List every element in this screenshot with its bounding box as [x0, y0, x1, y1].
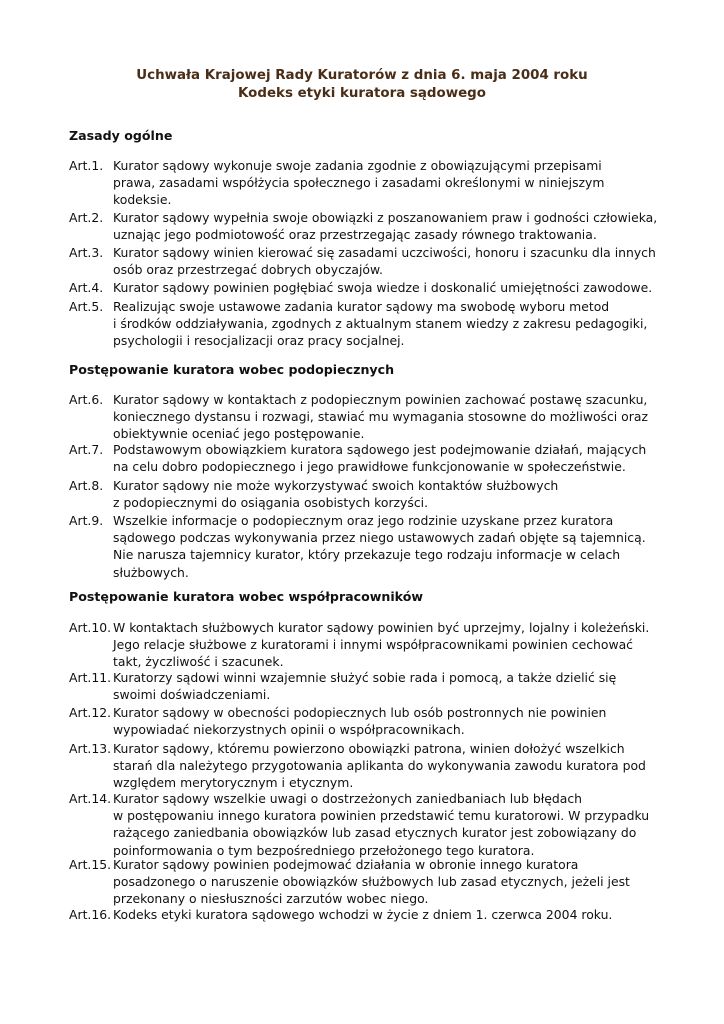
article-number: Art.14.	[69, 791, 112, 806]
article-line: Kodeks etyki kuratora sądowego wchodzi w życie z dniem 1. czerwca 2004 roku.	[113, 907, 613, 922]
article-line: psychologii i resocjalizacji oraz pracy socjalnej.	[113, 333, 405, 349]
article-line: kodeksie.	[113, 192, 172, 208]
article-line: Kurator sądowy winien kierować się zasadami uczciwości, honoru i szacunku dla innych	[113, 245, 656, 260]
article-line: przekonany o niesłuszności zarzutów wobec niego.	[113, 891, 429, 907]
article-number: Art.15.	[69, 857, 112, 872]
article-12	[69, 704, 669, 738]
article-number: Art.10.	[69, 620, 112, 635]
article-2	[69, 209, 669, 243]
article-number: Art.13.	[69, 741, 112, 756]
article-line: Kuratorzy sądowi winni wzajemnie służyć sobie rada i pomocą, a także dzielić się	[113, 670, 617, 685]
article-number: Art.8.	[69, 478, 104, 493]
article-line: sądowego podczas wykonywania przez niego ustawowych zadań objęte są tajemnicą.	[113, 530, 646, 546]
article-line: obiektywnie oceniać jego postępowanie.	[113, 426, 365, 442]
article-number: Art.5.	[69, 299, 104, 314]
article-line: w postępowaniu innego kuratora powinien przedstawić temu kuratorowi. W przypadku	[113, 808, 650, 824]
article-line: takt, życzliwość i szacunek.	[113, 654, 284, 670]
article-10	[69, 619, 669, 671]
article-line: i środków oddziaływania, zgodnych z aktualnym stanem wiedzy z zakresu pedagogiki,	[113, 316, 648, 332]
article-16	[69, 906, 669, 923]
article-14	[69, 790, 669, 859]
article-number: Art.4.	[69, 280, 104, 295]
article-line: starań dla należytego przygotowania aplikanta do wykonywania zawodu kuratora pod	[113, 758, 646, 774]
article-9	[69, 512, 669, 581]
article-line: uznając jego podmiotowość oraz przestrzegając zasady równego traktowania.	[113, 227, 597, 243]
article-line: na celu dobro podopiecznego i jego prawidłowe funkcjonowanie w społeczeństwie.	[113, 459, 626, 475]
article-line: służbowych.	[113, 564, 189, 580]
article-number: Art.7.	[69, 442, 104, 457]
article-number: Art.11.	[69, 670, 112, 685]
section-heading-coworkers: Postępowanie kuratora wobec współpracowników	[69, 589, 424, 604]
article-line: Realizując swoje ustawowe zadania kurator sądowy ma swobodę wyboru metod	[113, 299, 610, 314]
article-number: Art.2.	[69, 210, 104, 225]
article-line: Kurator sądowy w obecności podopiecznych lub osób postronnych nie powinien	[113, 705, 607, 720]
article-line: względem merytorycznym i etycznym.	[113, 775, 354, 791]
article-line: poinformowania o tym bezpośredniego przełożonego tego kuratora.	[113, 842, 535, 858]
article-line: Kurator sądowy wykonuje swoje zadania zgodnie z obowiązującymi przepisami	[113, 158, 602, 173]
article-4	[69, 279, 669, 296]
article-7	[69, 441, 669, 475]
article-number: Art.9.	[69, 513, 104, 528]
article-line: Kurator sądowy w kontaktach z podopiecznym powinien zachować postawę szacunku,	[113, 392, 648, 407]
article-line: posadzonego o naruszenie obowiązków służbowych lub zasad etycznych, jeżeli jest	[113, 874, 630, 890]
article-line: Nie narusza tajemnicy kurator, który przekazuje tego rodzaju informacje w celach	[113, 547, 621, 563]
article-line: W kontaktach służbowych kurator sądowy powinien być uprzejmy, lojalny i koleżeński.	[113, 620, 650, 635]
article-number: Art.1.	[69, 158, 104, 173]
article-8	[69, 477, 669, 511]
article-15	[69, 856, 669, 908]
article-number: Art.12.	[69, 705, 112, 720]
article-number: Art.3.	[69, 245, 104, 260]
article-11	[69, 669, 669, 703]
article-number: Art.16.	[69, 907, 112, 922]
article-line: Podstawowym obowiązkiem kuratora sądowego jest podejmowanie działań, mających	[113, 442, 647, 457]
article-line: rażącego zaniedbania obowiązków lub zasad etycznych kurator jest zobowiązany do	[113, 825, 637, 841]
article-line: koniecznego dystansu i rozwagi, stawiać mu wymagania stosowne do możliwości oraz	[113, 409, 648, 425]
article-line: prawa, zasadami współżycia społecznego i zasadami określonymi w niniejszym	[113, 175, 605, 191]
article-line: wypowiadać niekorzystnych opinii o współpracownikach.	[113, 722, 465, 738]
article-line: Kurator sądowy, któremu powierzono obowiązki patrona, winien dołożyć wszelkich	[113, 741, 625, 756]
article-line: Kurator sądowy nie może wykorzystywać swoich kontaktów służbowych	[113, 478, 559, 493]
article-5	[69, 298, 669, 350]
article-line: Wszelkie informacje o podopiecznym oraz jego rodzinie uzyskane przez kuratora	[113, 513, 614, 528]
article-line: Kurator sądowy powinien podejmować działania w obronie innego kuratora	[113, 857, 579, 872]
article-6	[69, 391, 669, 443]
article-line: z podopiecznymi do osiągania osobistych korzyści.	[113, 495, 429, 511]
document-title: Uchwała Krajowej Rady Kuratorów z dnia 6. maja 2004 roku	[136, 68, 588, 83]
article-line: swoimi doświadczeniami.	[113, 687, 271, 703]
section-heading-wards: Postępowanie kuratora wobec podopiecznych	[69, 362, 395, 377]
article-line: Kurator sądowy wszelkie uwagi o dostrzeżonych zaniedbaniach lub błędach	[113, 791, 583, 806]
article-line: Kurator sądowy wypełnia swoje obowiązki z poszanowaniem praw i godności człowieka,	[113, 210, 658, 225]
article-3	[69, 244, 669, 278]
article-line: osób oraz przestrzegać dobrych obyczajów.	[113, 262, 383, 278]
article-line: Kurator sądowy powinien pogłębiać swoja wiedze i doskonalić umiejętności zawodowe.	[113, 280, 653, 295]
document-subtitle: Kodeks etyki kuratora sądowego	[238, 86, 486, 101]
section-heading-general-rules: Zasady ogólne	[69, 128, 173, 143]
article-1	[69, 157, 669, 209]
article-line: Jego relacje służbowe z kuratorami i innymi współpracownikami powinien cechować	[113, 637, 633, 653]
article-13	[69, 740, 669, 792]
article-number: Art.6.	[69, 392, 104, 407]
